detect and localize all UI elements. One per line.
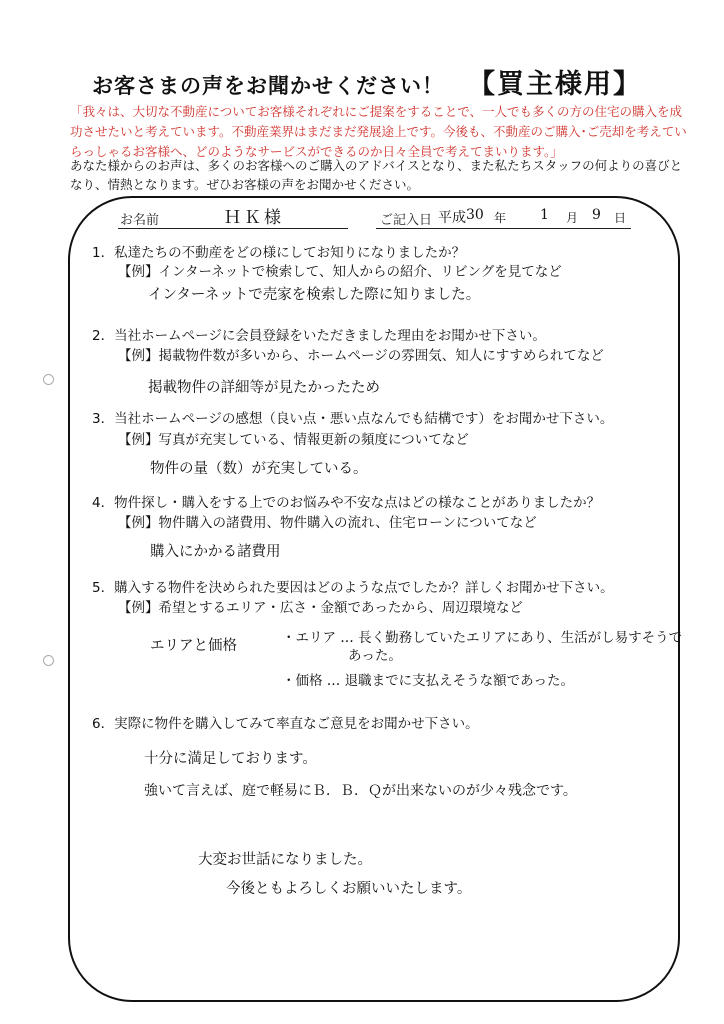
question-5: 5．購入する物件を決められた要因はどのような点でしたか？詳しくお聞かせ下さい。 xyxy=(92,580,614,596)
answer-5-price: ・価格 … 退職までに支払えそうな額であった。 xyxy=(282,673,574,689)
answer-6-line-1: 十分に満足しております。 xyxy=(144,751,317,767)
intro-request-text: あなた様からのお声は、多くのお客様へのご購入のアドバイスとなり、また私たちスタッフの何よりの喜びとなり、情熱となります。ぜひお客様の声をお聞かせください。 xyxy=(70,158,683,192)
answer-3: 物件の量（数）が充実している。 xyxy=(150,461,368,477)
date-month: 1 xyxy=(540,207,549,223)
date-era: 平成 xyxy=(438,210,466,226)
question-2: 2．当社ホームページに会員登録をいただきました理由をお聞かせ下さい。 xyxy=(92,328,546,344)
punch-hole-bottom xyxy=(43,655,54,666)
closing-line-2: 今後ともよろしくお願いいたします。 xyxy=(226,881,472,897)
question-1-example: 【例】インターネットで検索して、知人からの紹介、リビングを見てなど xyxy=(118,264,562,280)
date-year: 30 xyxy=(466,207,484,223)
answer-6-line-2: 強いて言えば、庭で軽易にＢ．Ｂ．Ｑが出来ないのが少々残念です。 xyxy=(144,783,577,799)
date-label: ご記入日 xyxy=(380,213,433,228)
answer-4: 購入にかかる諸費用 xyxy=(150,544,281,560)
question-4: 4．物件探し・購入をする上でのお悩みや不安な点はどの様なことがありましたか？ xyxy=(92,495,601,511)
answer-5-area: ・エリア … 長く勤務していたエリアにあり、生活がし易すそうで xyxy=(282,630,683,646)
customer-name: ＨＫ様 xyxy=(224,208,284,228)
punch-hole-top xyxy=(43,374,54,385)
closing-line-1: 大変お世話になりました。 xyxy=(198,852,372,868)
name-label: お名前 xyxy=(120,213,160,228)
buyer-badge: 【買主様用】 xyxy=(468,69,642,100)
question-3: 3．当社ホームページの感想（良い点・悪い点なんでも結構です）をお聞かせ下さい。 xyxy=(92,411,614,427)
answer-1: インターネットで売家を検索した際に知りました。 xyxy=(148,287,481,303)
question-1: 1．私達たちの不動産をどの様にしてお知りになりましたか？ xyxy=(92,245,466,261)
question-2-example: 【例】掲載物件数が多いから、ホームページの雰囲気、知人にすすめられてなど xyxy=(118,348,604,364)
question-4-example: 【例】物件購入の諸費用、物件購入の流れ、住宅ローンについてなど xyxy=(118,515,537,531)
answer-5-area-cont: あった。 xyxy=(348,648,402,664)
date-year-unit: 年 xyxy=(494,211,507,225)
date-underline xyxy=(376,228,631,229)
date-month-unit: 月 xyxy=(566,211,579,225)
intro-mission-text: 「我々は、大切な不動産についてお客様それぞれにご提案をすることで、一人でも多くの方の住宅の購入を成功させたいと考えています。不動産業界はまだまだ発展途上です。今後も、不動産のご購入･ご売却を考えていらっしゃるお客様へ、どのようなサービスができるのか日々全員で考えてまいります。」 xyxy=(70,104,687,159)
page-header-title: お客さまの声をお聞かせください！ xyxy=(92,74,444,98)
answer-2: 掲載物件の詳細等が見たかったため xyxy=(148,380,380,396)
question-6: 6．実際に物件を購入してみて率直なご意見をお聞かせ下さい。 xyxy=(92,716,479,732)
date-day-unit: 日 xyxy=(614,211,627,225)
answer-5-summary: エリアと価格 xyxy=(150,638,237,654)
question-3-example: 【例】写真が充実している、情報更新の頻度についてなど xyxy=(118,432,469,448)
question-5-example: 【例】希望とするエリア・広さ・金額であったから、周辺環境など xyxy=(118,600,523,616)
name-underline xyxy=(118,228,348,229)
date-day: 9 xyxy=(592,207,601,223)
